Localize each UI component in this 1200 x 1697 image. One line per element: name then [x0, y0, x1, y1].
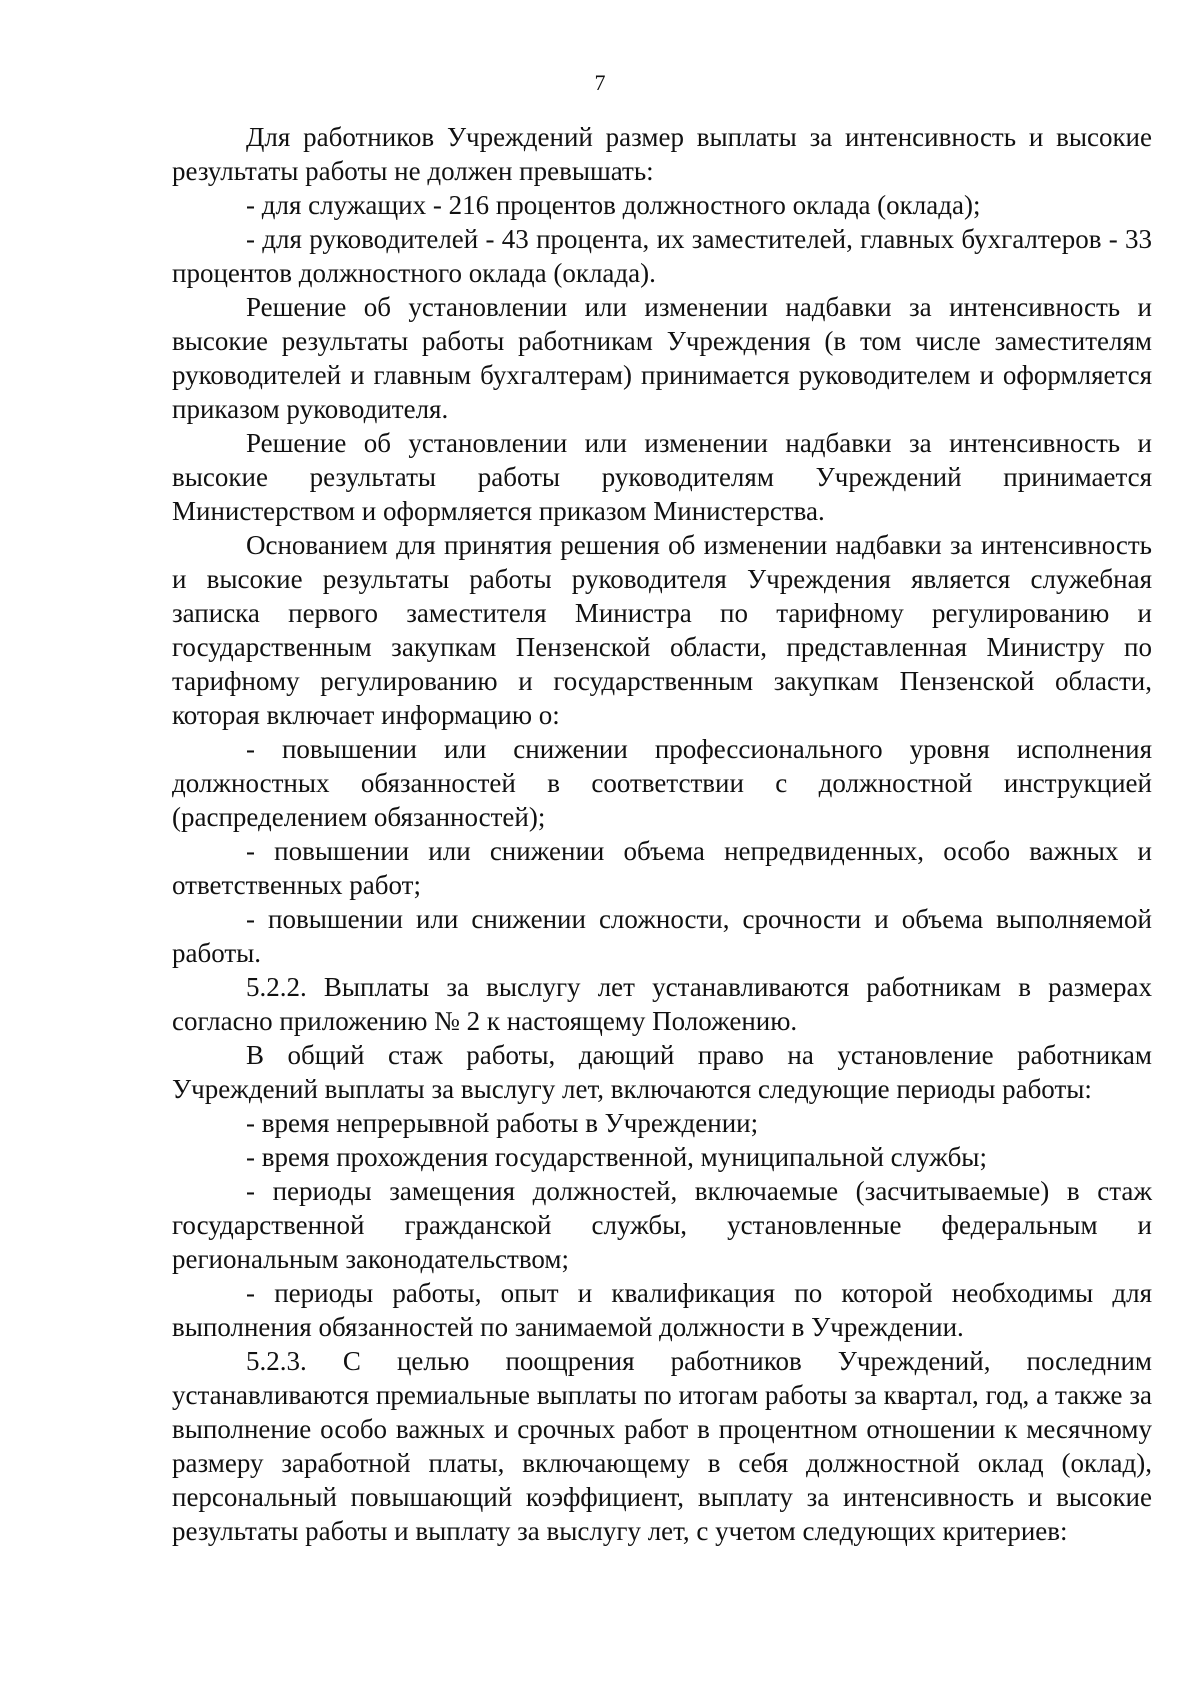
paragraph: - повышении или снижении сложности, срочности и объема выполняемой работы.: [172, 904, 1152, 968]
paragraph: - повышении или снижении профессионального уровня исполнения должностных обязанностей в соответствии с должностной инструкцией (распределением обязанностей);: [172, 734, 1152, 832]
paragraph: - время прохождения государственной, муниципальной службы;: [246, 1142, 987, 1172]
document-body: [172, 120, 1152, 1548]
paragraph: Решение об установлении или изменении надбавки за интенсивность и высокие результаты работы руководителям Учреждений принимается Министерством и оформляется приказом Министерства.: [172, 428, 1152, 526]
paragraph: 5.2.2. Выплаты за выслугу лет устанавливаются работникам в размерах согласно приложению № 2 к настоящему Положению.: [172, 972, 1152, 1036]
paragraph: 5.2.3. С целью поощрения работников Учреждений, последним устанавливаются премиальные выплаты по итогам работы за квартал, год, а также за выполнение особо важных и срочных работ в процентном отношении к месячному размеру заработной платы, включающему в себя должностной оклад (оклад), персональный повышающий коэффициент, выплату за интенсивность и высокие результаты работы и выплату за выслугу лет, с учетом следующих критериев:: [172, 1346, 1152, 1546]
page-number: 7: [594, 70, 606, 95]
paragraph: - повышении или снижении объема непредвиденных, особо важных и ответственных работ;: [172, 836, 1152, 900]
paragraph: Для работников Учреждений размер выплаты за интенсивность и высокие результаты работы не должен превышать:: [172, 122, 1152, 186]
paragraph: Решение об установлении или изменении надбавки за интенсивность и высокие результаты работы работникам Учреждения (в том числе заместителям руководителей и главным бухгалтерам) принимается руководителем и оформляется приказом руководителя.: [172, 292, 1152, 424]
paragraph: - для руководителей - 43 процента, их заместителей, главных бухгалтеров - 33 процентов должностного оклада (оклада).: [172, 224, 1152, 288]
paragraph: - для служащих - 216 процентов должностного оклада (оклада);: [246, 190, 981, 220]
paragraph: В общий стаж работы, дающий право на установление работникам Учреждений выплаты за выслугу лет, включаются следующие периоды работы:: [172, 1040, 1152, 1104]
paragraph: - периоды замещения должностей, включаемые (засчитываемые) в стаж государственной гражданской службы, установленные федеральным и региональным законодательством;: [172, 1176, 1152, 1274]
paragraph: Основанием для принятия решения об изменении надбавки за интенсивность и высокие результаты работы руководителя Учреждения является служебная записка первого заместителя Министра по тарифному регулированию и государственным закупкам Пензенской области, представленная Министру по тарифному регулированию и государственным закупкам Пензенской области, которая включает информацию о:: [172, 530, 1152, 730]
paragraph: - время непрерывной работы в Учреждении;: [246, 1108, 759, 1138]
paragraph: - периоды работы, опыт и квалификация по которой необходимы для выполнения обязанностей по занимаемой должности в Учреждении.: [172, 1278, 1152, 1342]
